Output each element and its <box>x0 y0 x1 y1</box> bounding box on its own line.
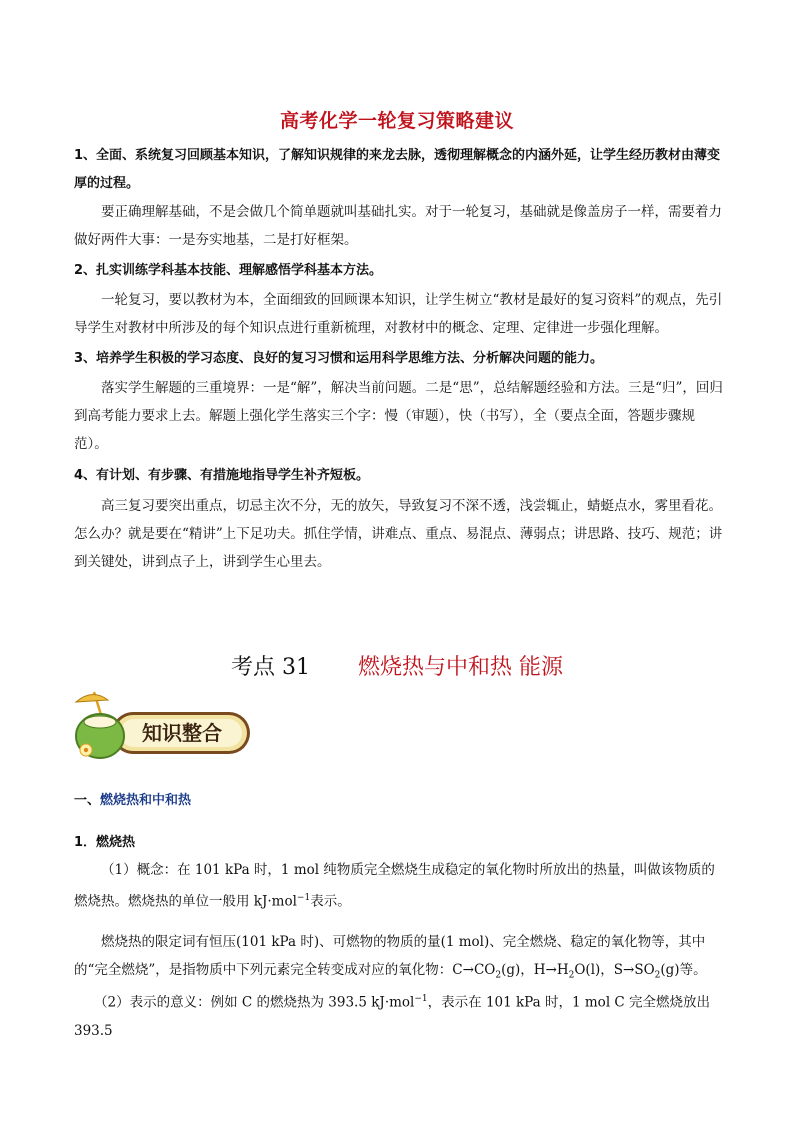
paragraph-meaning-text-a: （2）表示的意义：例如 C 的燃烧热为 393.5 kJ·mol <box>94 994 415 1011</box>
paragraph-meaning-text-b: ，表示在 101 kPa 时，1 mol C 完全燃烧放出 393.5 <box>74 994 711 1039</box>
paragraph-limits-text-a: 燃烧热的限定词有恒压(101 kPa 时)、可燃物的物质的量(1 mol)、完全燃烧、稳定的氧化物等，其中的“完全燃烧”，是指物质中下列元素完全转变成对应的氧化物：C→CO <box>74 934 706 978</box>
kaodian-number: 考点 31 <box>231 655 310 680</box>
strategy-4-heading: 4、有计划、有步骤、有措施地指导学生补齐短板。 <box>74 468 370 483</box>
kaodian-title <box>0 650 794 681</box>
knowledge-banner <box>74 688 254 766</box>
superscript: −1 <box>414 994 428 1004</box>
subsection-heading-1: 1．燃烧热 <box>74 835 136 850</box>
strategy-3-heading: 3、培养学生积极的学习态度、良好的复习习惯和运用科学思维方法、分析解决问题的能力。 <box>74 351 604 366</box>
paragraph-concept <box>74 856 724 916</box>
strategy-1-heading: 1、全面、系统复习回顾基本知识，了解知识规律的来龙去脉，透彻理解概念的内涵外延，让学生经历教材由薄变厚的过程。 <box>74 148 721 191</box>
paragraph-limits <box>74 928 724 990</box>
section-title: 燃烧热和中和热 <box>100 793 192 808</box>
strategy-2-heading: 2、扎实训练学科基本技能、理解感悟学科基本方法。 <box>74 263 383 278</box>
subscript: 2 <box>568 970 575 981</box>
strategy-2-body: 一轮复习，要以教材为本，全面细致的回顾课本知识，让学生树立“教材是最好的复习资料”的观点，先引导学生对教材中所涉及的每个知识点进行重新梳理，对教材中的概念、定理、定律进一步强化理解。 <box>74 292 723 336</box>
paragraph-limits-text-c: O(l)，S→SO <box>574 962 655 978</box>
strategy-1-body: 要正确理解基础，不是会做几个简单题就叫基础扎实。对于一轮复习，基础就是像盖房子一样，需要着力做好两件大事：一是夯实地基，二是打好框架。 <box>74 204 722 248</box>
subscript: 2 <box>654 970 661 981</box>
paragraph-concept-text-b: 表示。 <box>310 893 351 910</box>
paragraph-limits-text-d: (g)等。 <box>660 962 707 978</box>
paragraph-limits-text-b: (g)，H→H <box>501 962 569 978</box>
banner-text: 知识整合 <box>142 721 222 745</box>
paragraph-concept-text-a: （1）概念：在 101 kPa 时，1 mol 纯物质完全燃烧生成稳定的氧化物时所放出的热量，叫做该物质的燃烧热。燃烧热的单位一般用 kJ·mol <box>74 862 715 910</box>
section-heading-1 <box>74 789 191 808</box>
superscript: −1 <box>296 893 311 903</box>
page-title: 高考化学一轮复习策略建议 <box>279 110 514 132</box>
subscript: 2 <box>495 970 502 981</box>
kaodian-name: 燃烧热与中和热 能源 <box>358 655 563 680</box>
section-prefix: 一、 <box>74 793 101 808</box>
strategy-3-body: 落实学生解题的三重境界：一是“解”，解决当前问题。二是“思”，总结解题经验和方法。三是“归”，回归到高考能力要求上去。解题上强化学生落实三个字：慢（审题），快（书写），全（要点全面，答题步骤规范）。 <box>74 380 723 452</box>
umbrella-icon <box>76 694 108 702</box>
strategy-4-body: 高三复习要突出重点，切忌主次不分，无的放矢，导致复习不深不透，浅尝辄止，蜻蜓点水，雾里看花。怎么办？就是要在“精讲”上下足功夫。抓住学情，讲难点、重点、易混点、薄弱点；讲思路、技巧、规范；讲到关键处，讲到点子上，讲到学生心里去。 <box>74 498 723 570</box>
paragraph-meaning <box>74 985 724 1045</box>
